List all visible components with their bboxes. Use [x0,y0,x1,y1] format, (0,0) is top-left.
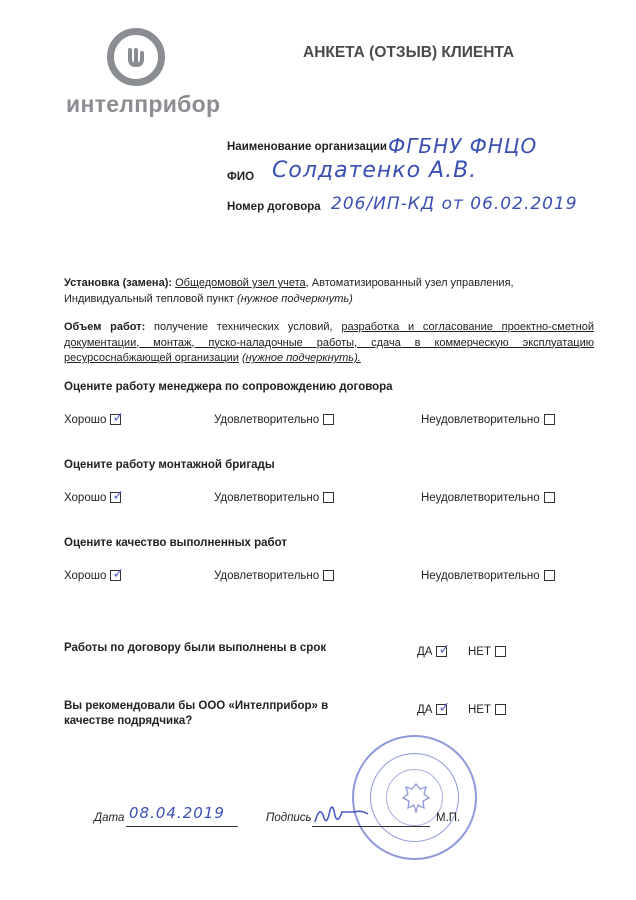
logo-mark-icon [107,28,165,86]
date-value: 08.04.2019 [129,804,225,822]
logo-wordmark: интелприбор [66,91,221,117]
question-manager: Оцените работу менеджера по сопровождению договора [64,381,393,393]
date-label: Дата [94,812,125,824]
stamp-place-label: М.П. [436,812,461,824]
option-ok-q2: Удовлетворительно [214,492,334,504]
checkbox-bad-q3[interactable] [544,570,555,581]
fio-value: Солдатенко А.В. [272,158,478,183]
installation-selected: Общедомовой узел учета [175,277,306,289]
option-bad-q3: Неудовлетворительно [421,570,555,582]
scope-label: Объем работ: [64,321,146,333]
scope-hint: (нужное подчеркнуть). [241,352,361,364]
checkbox-yes-1[interactable] [436,642,451,658]
option-good-q3: Хорошо ✓ [64,566,125,582]
checkbox-bad-q1[interactable] [544,414,555,425]
option-good-q1: Хорошо ✓ [64,410,125,426]
official-stamp-icon [352,735,477,860]
installation-hint: (нужное подчеркнуть) [237,292,353,305]
scope-plain: получение технических условий, [145,321,342,333]
checkbox-no-1[interactable] [495,646,506,657]
org-label: Наименование организации [227,141,387,153]
option-good-q2: Хорошо ✓ [64,488,125,504]
installation-rest: , Автоматизированный узел управления, Индивидуальный тепловой пункт [64,277,514,305]
option-ok-q1: Удовлетворительно [214,414,334,426]
checkbox-bad-q2[interactable] [544,492,555,503]
question-recommend: Вы рекомендовали бы ООО «Интелприбор» в качестве подрядчика? [64,700,329,727]
option-bad-q2: Неудовлетворительно [421,492,555,504]
check-mark-icon: ✓ [112,566,125,582]
checkbox-ok-q2[interactable] [323,492,334,503]
option-ok-q3: Удовлетворительно [214,570,334,582]
contract-label: Номер договора [227,201,321,213]
option-no-2: НЕТ [468,704,506,716]
option-no-1: НЕТ [468,646,506,658]
page-title: АНКЕТА (ОТЗЫВ) КЛИЕНТА [303,44,515,61]
check-mark-icon: ✓ [438,700,451,716]
question-crew: Оцените работу монтажной бригады [64,459,275,471]
contract-value: 206/ИП-КД от 06.02.2019 [331,194,578,214]
date-line [126,826,238,827]
checkbox-no-2[interactable] [495,704,506,715]
option-yes-1: ДА ✓ [417,642,451,658]
signature-label: Подпись [266,812,312,824]
question-on-time: Работы по договору были выполнены в срок [64,642,327,654]
installation-paragraph [64,276,594,307]
signature-scribble-icon [312,800,372,828]
checkbox-good-q3[interactable] [110,566,125,582]
option-bad-q1: Неудовлетворительно [421,414,555,426]
scope-paragraph [64,320,594,367]
checkbox-ok-q3[interactable] [323,570,334,581]
check-mark-icon: ✓ [438,642,451,658]
question-quality: Оцените качество выполненных работ [64,537,288,549]
option-yes-2: ДА ✓ [417,700,451,716]
checkbox-ok-q1[interactable] [323,414,334,425]
check-mark-icon: ✓ [112,410,125,426]
check-mark-icon: ✓ [112,488,125,504]
fio-label: ФИО [227,171,255,183]
checkbox-yes-2[interactable] [436,700,451,716]
checkbox-good-q1[interactable] [110,410,125,426]
scope-selected: разработка и согласование проектно-сметной документации, монтаж, пуско-наладочные работы, сдача в коммерческую эксплуатацию ресурсоснабжающей организации [64,321,594,364]
checkbox-good-q2[interactable] [110,488,125,504]
org-value: ФГБНУ ФНЦО [388,134,538,158]
installation-label: Установка (замена): [64,277,173,289]
